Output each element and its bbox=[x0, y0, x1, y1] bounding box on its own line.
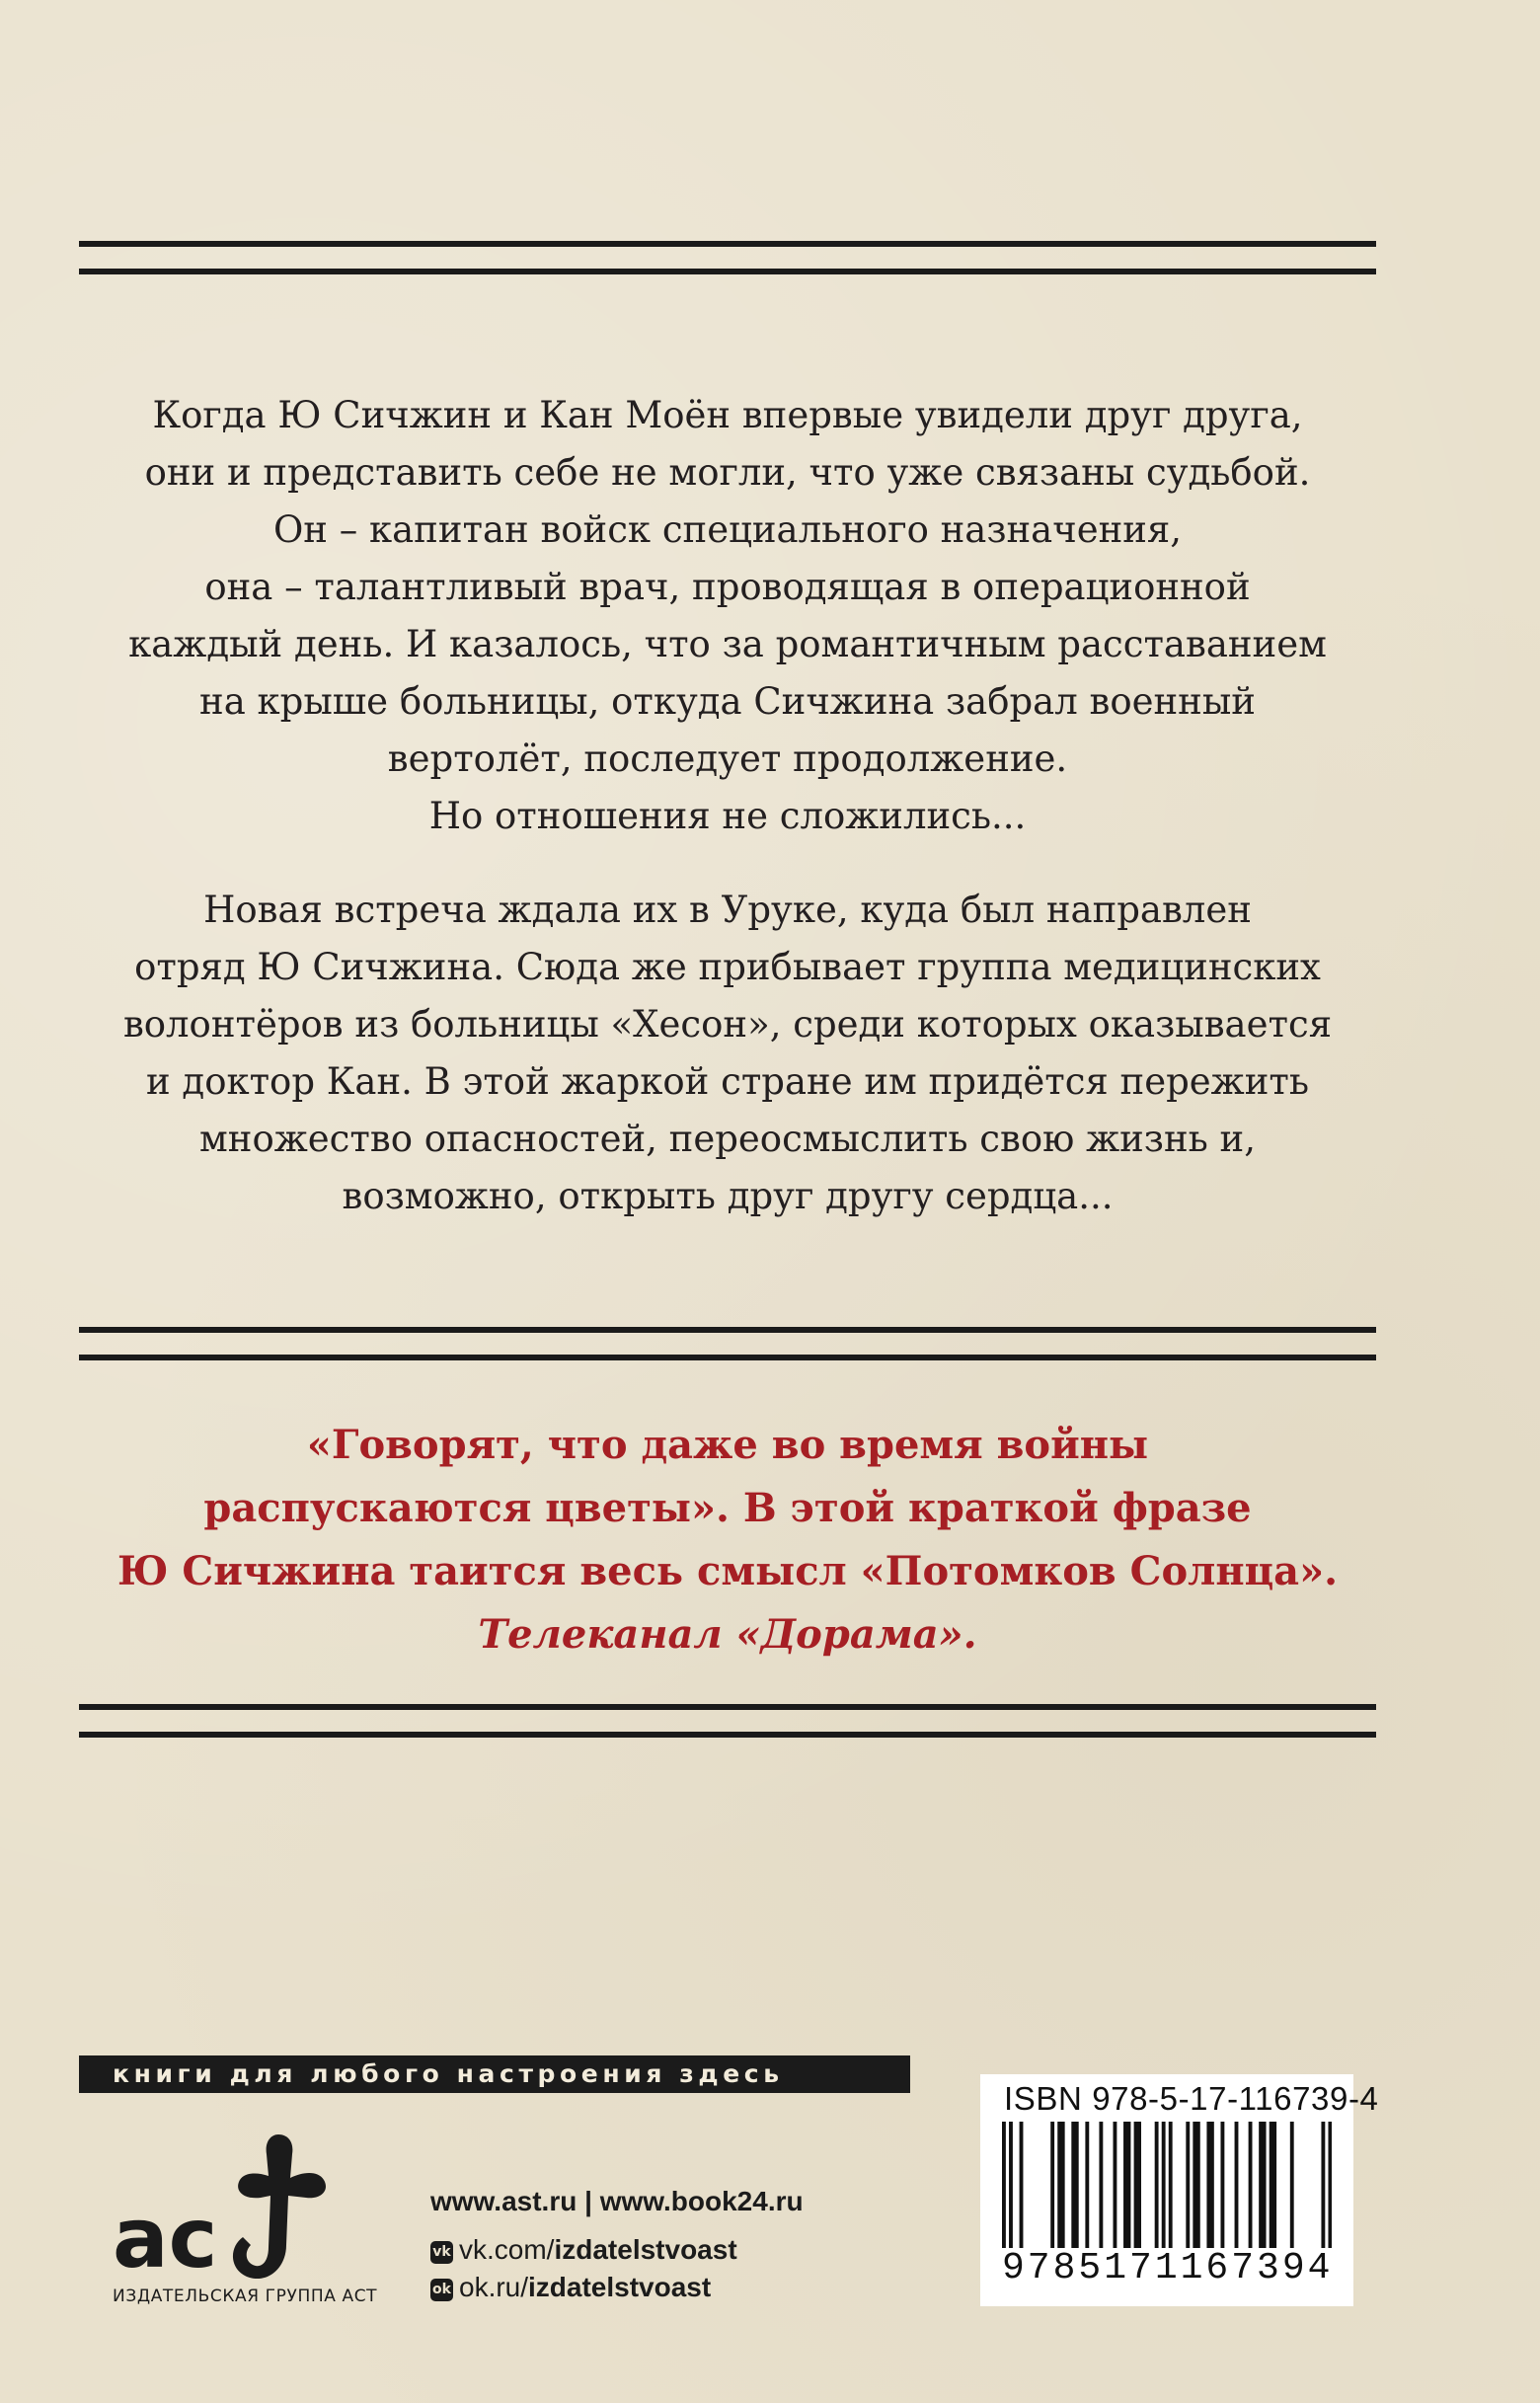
blurb-line: отряд Ю Сичжина. Сюда же прибывает группа медицинских bbox=[134, 946, 1321, 988]
rule-line bbox=[79, 1355, 1376, 1360]
vk-icon: vk bbox=[430, 2241, 453, 2264]
middle-double-rule bbox=[79, 1327, 1376, 1360]
vk-handle: izdatelstvoast bbox=[554, 2234, 737, 2265]
tagline-banner: книги для любого настроения здесь bbox=[79, 2055, 910, 2093]
isbn-barcode-box bbox=[980, 2074, 1379, 2306]
blurb-line: Но отношения не сложились... bbox=[428, 795, 1027, 837]
barcode-bar bbox=[1020, 2122, 1024, 2248]
blurb-line: возможно, открыть друг другу сердца... bbox=[342, 1175, 1114, 1217]
blurb-line: она – талантливый врач, проводящая в операционной bbox=[204, 566, 1251, 608]
blurb-line: Он – капитан войск специального назначения, bbox=[272, 508, 1183, 551]
vk-prefix: vk.com/ bbox=[459, 2234, 555, 2265]
logo-wordmark: ac bbox=[113, 2190, 218, 2279]
barcode-bar bbox=[1134, 2122, 1138, 2248]
top-double-rule bbox=[79, 241, 1376, 274]
barcode-bar bbox=[1259, 2122, 1263, 2248]
ean-digits: 9785171167394 bbox=[1002, 2247, 1334, 2289]
rule-line bbox=[79, 1704, 1376, 1710]
barcode-bar bbox=[1127, 2122, 1131, 2248]
barcode-bar bbox=[1263, 2122, 1267, 2248]
blurb-line: на крыше больницы, откуда Сичжина забрал военный bbox=[199, 680, 1256, 723]
review-quote bbox=[79, 1414, 1376, 1667]
barcode-bar bbox=[1169, 2122, 1173, 2248]
rule-line bbox=[79, 241, 1376, 247]
barcode-bar bbox=[1196, 2122, 1200, 2248]
barcode-bar bbox=[1290, 2122, 1294, 2248]
barcode-bar bbox=[1114, 2122, 1117, 2248]
blurb-line: и доктор Кан. В этой жаркой стране им придётся пережить bbox=[145, 1060, 1309, 1103]
blurb-line: множество опасностей, переосмыслить свою жизнь и, bbox=[199, 1118, 1256, 1160]
barcode-bar bbox=[1220, 2122, 1224, 2248]
barcode-bar bbox=[1249, 2122, 1253, 2248]
rule-line bbox=[79, 1732, 1376, 1738]
barcode-bar bbox=[1272, 2122, 1276, 2248]
barcode-bar bbox=[1123, 2122, 1127, 2248]
ok-handle: izdatelstvoast bbox=[528, 2272, 712, 2302]
barcode-bar bbox=[1085, 2122, 1089, 2248]
blurb-line: они и представить себе не могли, что уже связаны судьбой. bbox=[144, 451, 1311, 494]
blurb-line: Новая встреча ждала их в Уруке, куда был направлен bbox=[203, 889, 1252, 931]
barcode-bar bbox=[1155, 2122, 1159, 2248]
ok-prefix: ok.ru/ bbox=[459, 2272, 529, 2302]
blurb-paragraph-1 bbox=[79, 387, 1376, 845]
barcode-bar bbox=[1186, 2122, 1190, 2248]
quote-attribution: Телеканал «Дорама». bbox=[478, 1611, 977, 1658]
bottom-double-rule bbox=[79, 1704, 1376, 1738]
barcode-bar bbox=[1193, 2122, 1196, 2248]
barcode-bar bbox=[1002, 2122, 1006, 2248]
barcode-bar bbox=[1099, 2122, 1103, 2248]
barcode bbox=[1002, 2122, 1332, 2248]
barcode-bar bbox=[1050, 2122, 1054, 2248]
rule-line bbox=[79, 269, 1376, 274]
barcode-bar bbox=[1270, 2122, 1273, 2248]
barcode-bar bbox=[1210, 2122, 1214, 2248]
blurb-line: каждый день. И казалось, что за романтичным расставанием bbox=[128, 623, 1327, 665]
quote-line: распускаются цветы». В этой краткой фразе bbox=[203, 1485, 1252, 1531]
barcode-bar bbox=[1235, 2122, 1239, 2248]
barcode-bar bbox=[1321, 2122, 1325, 2248]
barcode-bar bbox=[1009, 2122, 1013, 2248]
barcode-bar bbox=[1328, 2122, 1332, 2248]
barcode-bar bbox=[1206, 2122, 1210, 2248]
ok-link[interactable] bbox=[430, 2272, 711, 2303]
vk-link[interactable] bbox=[430, 2234, 737, 2266]
barcode-bar bbox=[1075, 2122, 1079, 2248]
ast-logo bbox=[113, 2121, 349, 2279]
barcode-bar bbox=[1057, 2122, 1061, 2248]
blurb-paragraph-2 bbox=[79, 882, 1376, 1225]
barcode-bar bbox=[1137, 2122, 1141, 2248]
logo-caption: ИЗДАТЕЛЬСКАЯ ГРУППА АСТ bbox=[113, 2287, 378, 2306]
blurb-line: волонтёров из больницы «Хесон», среди которых оказывается bbox=[122, 1003, 1333, 1046]
barcode-bar bbox=[1061, 2122, 1065, 2248]
barcode-bar bbox=[1162, 2122, 1166, 2248]
quote-line: «Говорят, что даже во время войны bbox=[306, 1422, 1149, 1468]
blurb-line: вертолёт, последует продолжение. bbox=[387, 737, 1068, 780]
ok-icon: ok bbox=[430, 2279, 453, 2301]
barcode-bar bbox=[1071, 2122, 1075, 2248]
logo-cross-mark bbox=[233, 2134, 326, 2279]
rule-line bbox=[79, 1327, 1376, 1333]
website-links[interactable]: www.ast.ru | www.book24.ru bbox=[430, 2186, 804, 2216]
isbn-label: ISBN 978-5-17-116739-4 bbox=[1004, 2080, 1379, 2117]
quote-line: Ю Сичжина таится весь смысл «Потомков Солнца». bbox=[116, 1548, 1339, 1594]
blurb-line: Когда Ю Сичжин и Кан Моён впервые увидели друг друга, bbox=[152, 394, 1303, 436]
